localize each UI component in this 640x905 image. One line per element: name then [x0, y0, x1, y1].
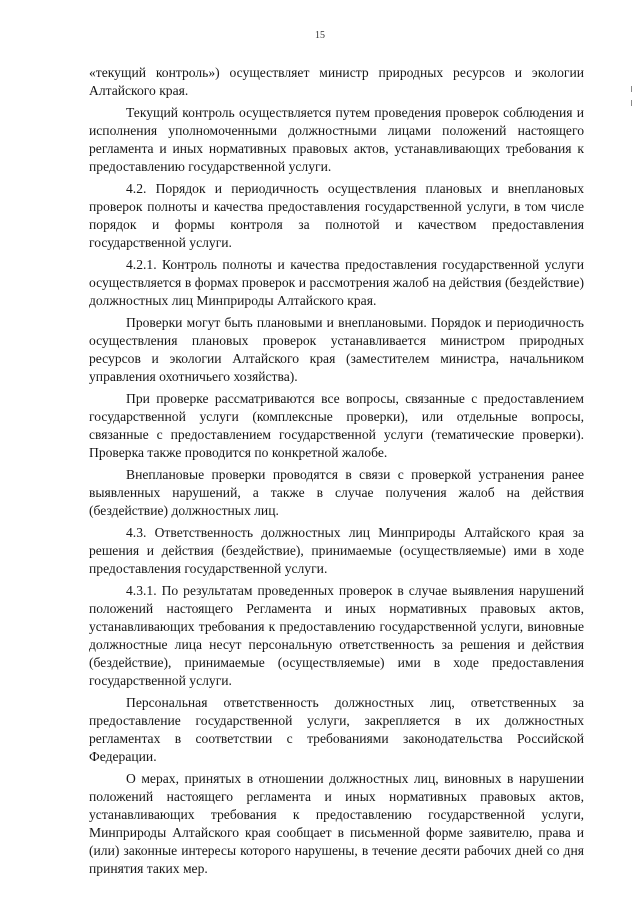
scan-artifact-mark	[631, 100, 632, 106]
paragraph: Проверки могут быть плановыми и внеплановыми. Порядок и периодичность осуществления плановых проверок устанавливается министром природных ресурсов и экологии Алтайского края (заместителем министра, начальником управления охотничьего хозяйства).	[89, 315, 584, 384]
paragraph: Текущий контроль осуществляется путем проведения проверок соблюдения и исполнения уполномоченными должностными лицами положений настоящего регламента и иных нормативных правовых актов, устанавливающих требования к предоставлению государственной услуги.	[89, 105, 584, 174]
page-number: 15	[315, 30, 325, 41]
paragraph: 4.2. Порядок и периодичность осуществления плановых и внеплановых проверок полноты и качества предоставления государственной услуги, в том числе порядок и формы контроля за полнотой и качеством предоставления государственной услуги.	[89, 181, 584, 250]
paragraph: 4.3.1. По результатам проведенных проверок в случае выявления нарушений положений настоящего Регламента и иных нормативных правовых актов, устанавливающих требования к предоставлению государственной услуги, виновные должностные лица несут персональную ответственность за решения и действия (бездействие), принимаемые (осуществляемые) ими в ходе предоставления государственной услуги.	[89, 583, 584, 688]
paragraph: Внеплановые проверки проводятся в связи с проверкой устранения ранее выявленных нарушений, а также в случае получения жалоб на действия (бездействие) должностных лиц.	[89, 467, 584, 518]
scan-artifact-mark	[631, 86, 632, 92]
paragraph: Персональная ответственность должностных лиц, ответственных за предоставление государственной услуги, закрепляется в их должностных регламентах в соответствии с требованиями законодательства Российской Федерации.	[89, 695, 584, 764]
paragraph: «текущий контроль») осуществляет министр природных ресурсов и экологии Алтайского края.	[89, 65, 584, 98]
paragraph: О мерах, принятых в отношении должностных лиц, виновных в нарушении положений настоящего регламента и иных нормативных правовых актов, устанавливающих требования к предоставлению государственной услуги, Минприроды Алтайского края сообщает в письменной форме заявителю, права и (или) законные интересы которого нарушены, в течение десяти рабочих дней со дня принятия таких мер.	[89, 771, 584, 876]
paragraph: 4.2.1. Контроль полноты и качества предоставления государственной услуги осуществляется в формах проверок и рассмотрения жалоб на действия (бездействие) должностных лиц Минприроды Алтайского края.	[89, 257, 584, 308]
paragraph: При проверке рассматриваются все вопросы, связанные с предоставлением государственной услуги (комплексные проверки), или отдельные вопросы, связанные с предоставлением государственной услуги (тематические проверки). Проверка также проводится по конкретной жалобе.	[89, 391, 584, 460]
paragraph: 4.3. Ответственность должностных лиц Минприроды Алтайского края за решения и действия (бездействие), принимаемые (осуществляемые) ими в ходе предоставления государственной услуги.	[89, 525, 584, 576]
document-body	[89, 64, 584, 878]
